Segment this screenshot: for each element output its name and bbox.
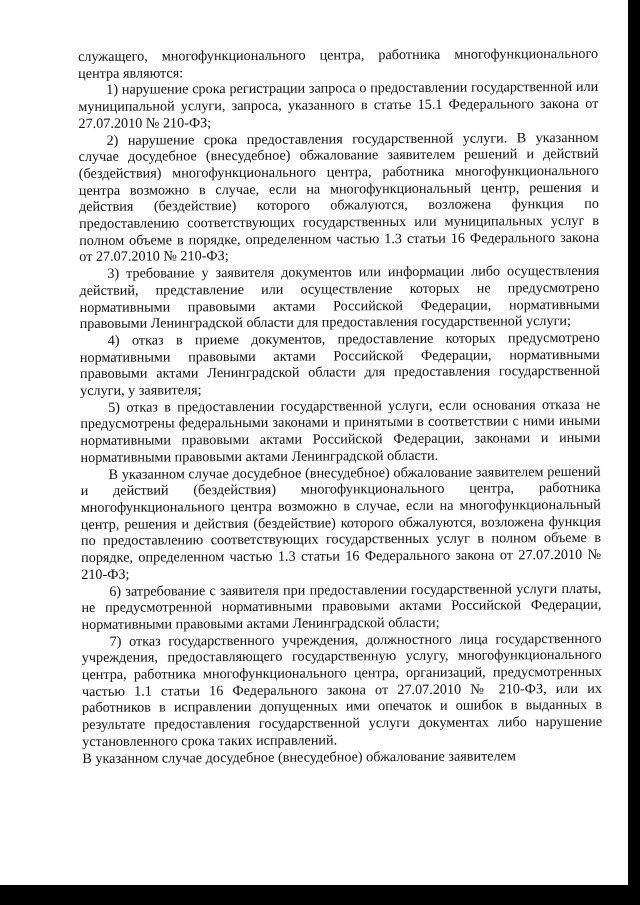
paragraph-item-2: 2) нарушение срока предоставления государственной услуги. В указанном случае досудебное (внесудебное) обжалование заявителем решений и действий (бездействия) многофункционального центра, работника многофункционального центра возможно в случае, если на многофункциональный центр, решения и действия (бездействие) которого обжалуются, возложена функция по предоставлению соответствующих государственных или муниципальных услуг в полном объеме в порядке, определенном частью 1.3 статьи 16 Федерального закона от 27.07.2010 № 210-ФЗ; [78,129,600,266]
paragraph-item-5-note: В указанном случае досудебное (внесудебное) обжалование заявителем решений и действий (бездействия) многофункционального центра, работника многофункционального центра возможно в случае, если на многофункциональный центр, решения и действия (бездействие) которого обжалуются, возложена функция по предоставлению соответствующих государственных услуг в полном объеме в порядке, определенном частью 1.3 статьи 16 Федерального закона от 27.07.2010 № 210-ФЗ; [80,463,602,583]
paragraph-item-4: 4) отказ в приеме документов, предоставление которых предусмотрено нормативными правовыми актами Российской Федерации, нормативными правовыми актами Ленинградской области для предоставления государственной услуги, у заявителя; [79,329,601,400]
paragraph-item-7-note: В указанном случае досудебное (внесудебное) обжалование заявителем [82,747,516,767]
paragraph-item-7: 7) отказ государственного учреждения, должностного лица государственного учреждения, предоставляющего государственную услугу, многофункционального центра, работника многофункционального центра, организаций, предусмотренных частью 1.1 статьи 16 Федерального закона от 27.07.2010 № 210-ФЗ, или их работников в исправлении допущенных ими опечаток и ошибок в выданных в результате предоставления государственной услуги документах либо нарушение установленного срока таких исправлений. [81,630,603,750]
paragraph-item-6: 6) затребование с заявителя при предоставлении государственной услуги платы, не предусмотренной нормативными правовыми актами Российской Федерации, нормативными правовыми актами Ленинградской области; [81,580,602,633]
paragraph-item-3: 3) требование у заявителя документов или информации либо осуществления действий, представление или осуществление которых не предусмотрено нормативными правовыми актами Российской Федерации, нормативными правовыми Ленинградской области для предоставления государственной услуги; [79,262,600,333]
paragraph-intro: служащего, многофункционального центра, работника многофункционального центра являются: [78,45,599,82]
paragraph-item-5: 5) отказ в предоставлении государственной услуги, если основания отказа не предусмотрены федеральными законами и принятыми в соответствии с ними иными нормативными правовыми актами Российской Федерации, законами и иными нормативными правовыми актами Ленинградской области. [80,396,601,466]
paragraph-item-1: 1) нарушение срока регистрации запроса о предоставлении государственной или муниципальной услуги, запроса, указанного в статье 15.1 Федерального закона от 27.07.2010 № 210-ФЗ; [78,79,599,132]
document-body [78,46,602,767]
